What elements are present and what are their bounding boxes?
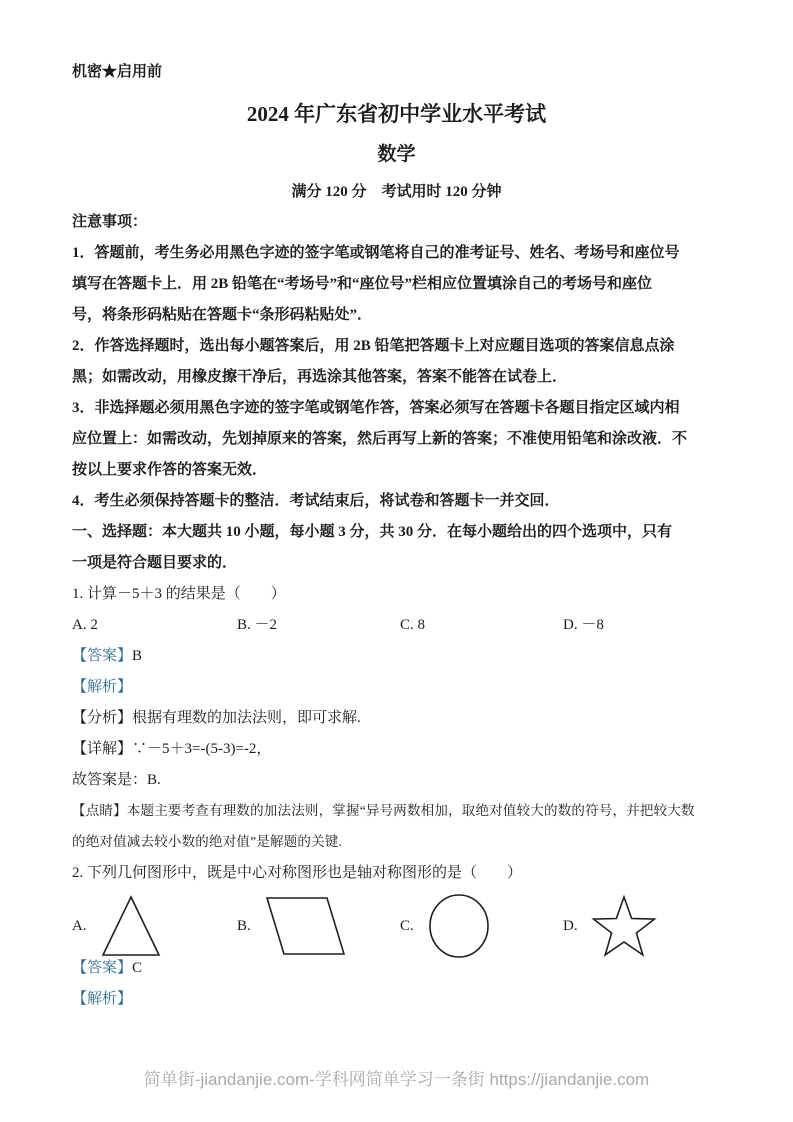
question2-option-a xyxy=(72,891,162,961)
question2-option-b xyxy=(237,891,348,961)
question1-jiexi-line xyxy=(72,676,724,698)
paper-subject: 数学 xyxy=(377,144,416,165)
question1-fenxi-line: 【分析】根据有理数的加法法则，即可求解. xyxy=(72,710,361,726)
notice-item1-line3: 号，将条形码粘贴在答题卡“条形码粘贴处”． xyxy=(72,307,373,323)
jiexi-tag: 【解析】 xyxy=(72,679,133,695)
answer-value: B xyxy=(132,648,143,664)
notice-item3-line1: 3．非选择题必须用黑色字迹的签字笔或钢笔作答，答案必须写在答题卡各题目指定区域内相 xyxy=(72,400,680,416)
question1-answer-line xyxy=(72,645,724,667)
security-label: 机密★启用前 xyxy=(72,64,163,80)
notice-item3-line3: 按以上要求作答的答案无效． xyxy=(72,462,268,478)
notice-item2-line1: 2．作答选择题时，选出每小题答案后，用 2B 铅笔把答题卡上对应题目选项的答案信息点涂 xyxy=(72,338,675,354)
notice-item1-line2: 填写在答题卡上．用 2B 铅笔在“考场号”和“座位号”栏相应位置填涂自己的考场号和座位 xyxy=(72,276,653,292)
question2-option-c xyxy=(400,891,491,961)
parallelogram-shape xyxy=(264,895,348,957)
question1-stem: 1. 计算－5＋3 的结果是（ ） xyxy=(72,586,286,602)
exam-info: 满分 120 分 考试用时 120 分钟 xyxy=(291,184,502,200)
triangle-shape xyxy=(100,894,162,958)
question1-xiangjie-line: 【详解】∵－5＋3=-(5-3)=-2， xyxy=(72,741,272,757)
notice-item1-line1: 1．答题前，考生务必用黑色字迹的签字笔或钢笔将自己的准考证号、姓名、考场号和座位号 xyxy=(72,245,680,261)
question1-option-a: A. 2 xyxy=(72,617,98,633)
question1-option-b: B. －2 xyxy=(237,617,278,633)
question1-option-d: D. －8 xyxy=(563,617,604,633)
circle-shape xyxy=(427,892,491,960)
option-d-label: D. xyxy=(563,917,578,934)
star-shape xyxy=(591,895,657,957)
question2-option-d xyxy=(563,891,657,961)
answer-tag: 【答案】 xyxy=(72,648,133,664)
option-a-label: A. xyxy=(72,917,87,934)
question2-options xyxy=(72,891,724,961)
question2-answer-line xyxy=(72,957,724,979)
question1-conclusion-line: 故答案是：B. xyxy=(72,772,161,788)
question1-dianjing-line1: 【点睛】本题主要考查有理数的加法法则，掌握“异号两数相加，取绝对值较大的数的符号，并把较大数 xyxy=(72,803,695,818)
notice-heading: 注意事项： xyxy=(72,214,148,230)
option-b-label: B. xyxy=(237,917,251,934)
notice-item2-line2: 黑；如需改动，用橡皮擦干净后，再选涂其他答案，答案不能答在试卷上． xyxy=(72,369,568,385)
paper-title: 2024 年广东省初中学业水平考试 xyxy=(246,102,547,126)
section1-heading-line2: 一项是符合题目要求的． xyxy=(72,555,238,571)
question1-dianjing-line2: 的绝对值减去较小数的绝对值”是解题的关键. xyxy=(72,834,343,849)
notice-item4: 4．考生必须保持答题卡的整洁．考试结束后，将试卷和答题卡一并交回． xyxy=(72,493,560,509)
answer-tag: 【答案】 xyxy=(72,960,133,976)
site-watermark: 简单街-jiandanjie.com-学科网简单学习一条街 https://jiandanjie.com xyxy=(143,1070,650,1089)
section1-heading-line1: 一、选择题：本大题共 10 小题，每小题 3 分，共 30 分．在每小题给出的四个选项中，只有 xyxy=(72,524,673,540)
answer-value: C xyxy=(132,960,143,976)
jiexi-tag: 【解析】 xyxy=(72,991,133,1007)
notice-item3-line2: 应位置上：如需改动，先划掉原来的答案，然后再写上新的答案；不准使用铅笔和涂改液．不 xyxy=(72,431,688,447)
question2-jiexi-line xyxy=(72,988,724,1010)
question1-option-c: C. 8 xyxy=(400,617,426,633)
question2-stem: 2. 下列几何图形中，既是中心对称图形也是轴对称图形的是（ ） xyxy=(72,865,523,881)
option-c-label: C. xyxy=(400,917,414,934)
